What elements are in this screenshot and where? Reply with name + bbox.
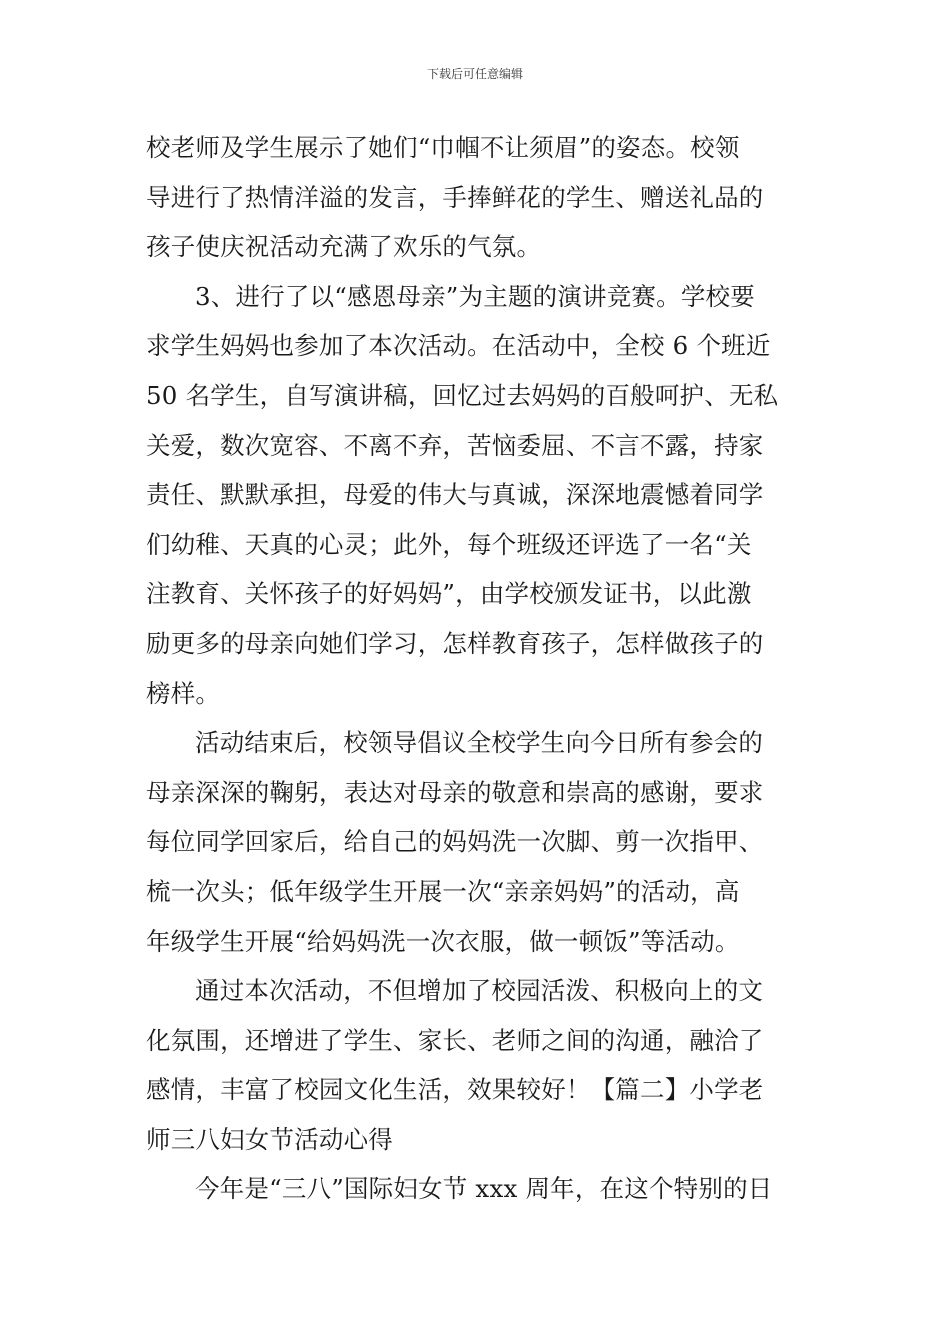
text-line: 母亲深深的鞠躬，表达对母亲的敬意和崇高的感谢，要求 — [146, 777, 764, 807]
text-line: 孩子使庆祝活动充满了欢乐的气氛。 — [146, 232, 542, 262]
text-line: 师三八妇女节活动心得 — [146, 1124, 393, 1154]
text-line: 关爱，数次宽容、不离不弃，苦恼委屈、不言不露，持家 — [146, 430, 764, 460]
text-line: 每位同学回家后，给自己的妈妈洗一次脚、剪一次指甲、 — [146, 827, 764, 857]
text-line: 责任、默默承担，母爱的伟大与真诚，深深地震憾着同学 — [146, 480, 764, 510]
body-text — [146, 123, 810, 1214]
text-line: 校老师及学生展示了她们“巾帼不让须眉”的姿态。校领 — [146, 133, 740, 162]
header-note: 下载后可任意编辑 — [426, 67, 523, 81]
text-line: 3、进行了以“感恩母亲”为主题的演讲竞赛。学校要 — [195, 281, 755, 311]
text-line: 注教育、关怀孩子的好妈妈”，由学校颁发证书，以此激 — [146, 579, 752, 609]
text-line: 导进行了热情洋溢的发言，手捧鲜花的学生、赠送礼品的 — [146, 182, 764, 212]
text-line: 50 名学生，自写演讲稿，回忆过去妈妈的百般呵护、无私 — [146, 380, 779, 410]
text-line: 活动结束后，校领导倡议全校学生向今日所有参会的 — [195, 728, 764, 758]
text-line: 梳一次头；低年级学生开展一次“亲亲妈妈”的活动，高 — [146, 876, 740, 906]
text-line: 通过本次活动，不但增加了校园活泼、积极向上的文 — [195, 976, 764, 1006]
text-line: 今年是“三八”国际妇女节 xxx 周年，在这个特别的日 — [195, 1174, 773, 1204]
text-line: 榜样。 — [146, 678, 221, 708]
text-line: 年级学生开展“给妈妈洗一次衣服，做一顿饭”等活动。 — [146, 926, 740, 956]
text-line: 励更多的母亲向她们学习，怎样教育孩子，怎样做孩子的 — [146, 628, 764, 658]
text-line: 求学生妈妈也参加了本次活动。在活动中，全校 6 个班近 — [146, 331, 771, 361]
text-line: 感情，丰富了校园文化生活，效果较好！【篇二】小学老 — [146, 1075, 764, 1105]
text-line: 们幼稚、天真的心灵；此外，每个班级还评选了一名“关 — [146, 529, 752, 559]
text-line: 化氛围，还增进了学生、家长、老师之间的沟通，融洽了 — [146, 1025, 764, 1055]
